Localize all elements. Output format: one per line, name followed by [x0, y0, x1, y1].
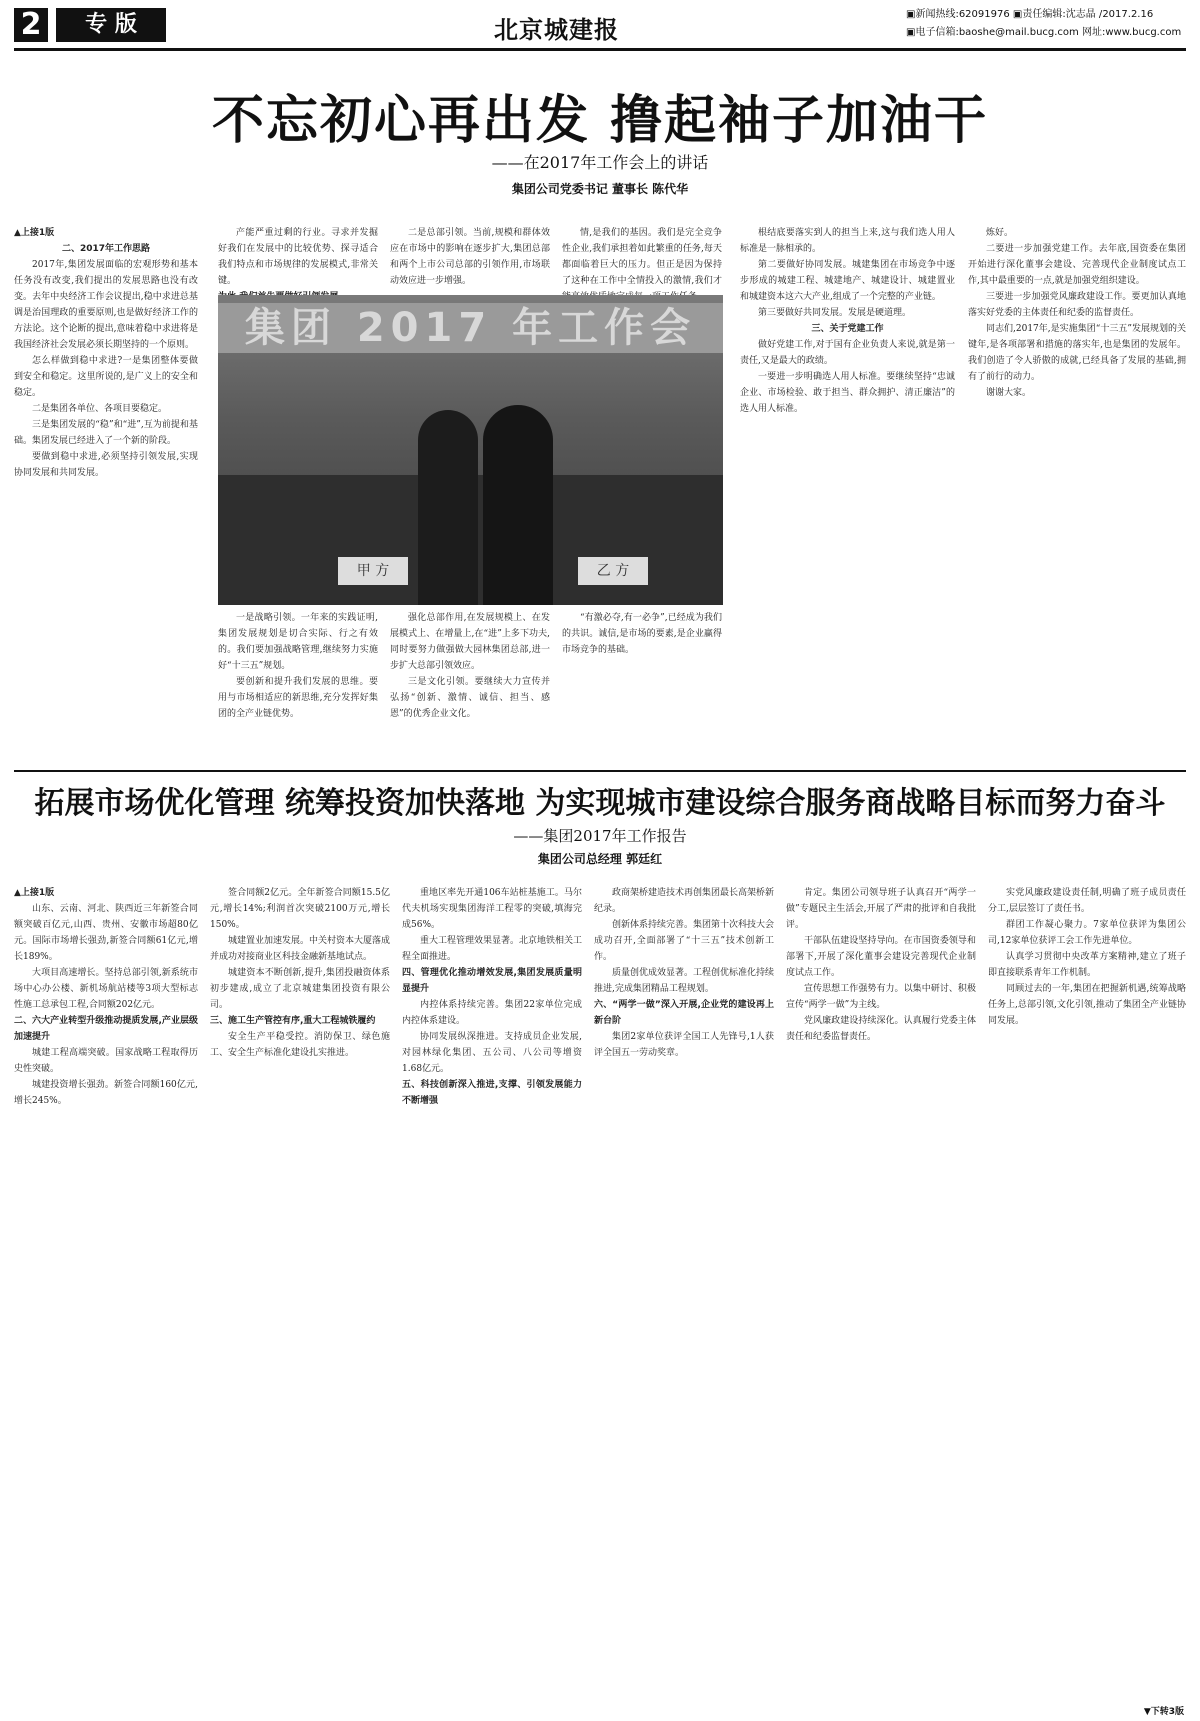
- paragraph: 三要进一步加强党风廉政建设工作。要更加认真地落实好党委的主体责任和纪委的监督责任。: [968, 292, 1186, 318]
- article2-subtitle: ——集团2017年工作报告: [513, 827, 687, 845]
- paragraph: 城建资本不断创新,提升,集团投融资体系初步建成,成立了北京城建集团投资有限公司。: [210, 968, 390, 1010]
- paper-name: 北京城建报: [494, 16, 619, 44]
- article1-byline: 集团公司党委书记 董事长 陈代华: [511, 182, 689, 196]
- jump-from: ▲上接1版: [14, 888, 55, 898]
- email: 电子信箱:baoshe@mail.bucg.com: [915, 27, 1079, 38]
- article1-col-2-lower: [218, 610, 378, 780]
- article1-col-4-lower: [562, 610, 722, 780]
- article1-subtitle: ——在2017年工作会上的讲话: [491, 153, 709, 172]
- paragraph: 一要进一步明确选人用人标准。要继续坚持“忠诚企业、市场检验、敢于担当、群众拥护、清正廉洁”的选人用人标准。: [740, 372, 955, 414]
- paragraph: 重大工程管理效果显著。北京地铁相关工程全面推进。: [402, 936, 583, 962]
- paragraph: 城建工程高端突破。国家战略工程取得历史性突破。: [14, 1048, 198, 1074]
- paragraph: 创新体系持续完善。集团第十次科技大会成功召开,全面部署了“十三五”技术创新工作。: [594, 920, 775, 962]
- paragraph: 三是集团发展的“稳”和“进”,互为前提和基础。集团发展已经进入了一个新的阶段。: [14, 420, 198, 446]
- masthead-meta: ▣新闻热线:62091976 ▣责任编辑:沈志晶 /2017.2.16 ▣电子信箱:baoshe@mail.bucg.com 网址:www.bucg.com: [906, 9, 1182, 38]
- paragraph: 实党风廉政建设责任制,明确了班子成员责任分工,层层签订了责任书。: [988, 888, 1186, 914]
- paragraph: 同志们,2017年,是实施集团“十三五”发展规划的关键年,是各项部署和措施的落实年,也是集团的发展年。我们创造了令人骄傲的成就,已经具备了发展的基础,拥有了前行的动力。: [968, 324, 1186, 382]
- paragraph: 二是集团各单位、各项目要稳定。: [32, 404, 168, 414]
- subhead: 六、“两学一做”深入开展,企业党的建设再上新台阶: [594, 1000, 774, 1026]
- website: 网址:www.bucg.com: [1081, 27, 1182, 38]
- paragraph: 协同发展纵深推进。支持成员企业发展,对园林绿化集团、五公司、八公司等增资1.68亿元。: [402, 1032, 582, 1074]
- subhead: 五、科技创新深入推进,支撑、引领发展能力不断增强: [402, 1080, 582, 1106]
- section-divider: [14, 770, 1186, 772]
- article2-col-1: [14, 885, 198, 1705]
- paragraph: 第三要做好共同发展。发展是硬道理。: [758, 308, 912, 318]
- paragraph: 情,是我们的基因。我们是完全竞争性企业,我们承担着如此繁重的任务,每天都面临着巨大的压力。但正是因为保持了这种在工作中全情投入的激情,我们才: [562, 228, 722, 286]
- paragraph: 强化总部作用,在发展规模上、在发展模式上、在增量上,在“进”上多下功夫,同时要努力做强做大园林集团总部,进一步扩大总部引领效应。: [390, 613, 550, 671]
- jump-from: ▲上接1版: [14, 228, 55, 238]
- paragraph: 群团工作凝心聚力。7家单位获评为集团公司,12家单位获评工会工作先进单位。: [988, 920, 1186, 946]
- article2-col-6: [988, 885, 1186, 1705]
- article1-col-1: [14, 225, 198, 780]
- article2-col-3: [402, 885, 582, 1705]
- paragraph: 签合同额2亿元。全年新签合同额15.5亿元,增长14%;利润首次突破2100万元,增长150%。: [210, 888, 390, 930]
- paragraph: 一是战略引领。一年来的实践证明,集团发展规划是切合实际、行之有效的。我们要加强战略管理,继续努力实施好“十三五”规划。: [218, 613, 378, 671]
- paragraph: 怎么样做到稳中求进?一是集团整体要做到安全和稳定。这里所说的,是广义上的安全和稳定。: [14, 356, 198, 398]
- paragraph: “有激必夺,有一必争”,已经成为我们的共识。诚信,是市场的要素,是企业赢得市场竞争的基础。: [562, 613, 722, 655]
- section-name: 专 版: [56, 8, 166, 42]
- paragraph: 根结底要落实到人的担当上来,这与我们选人用人标准是一脉相承的。: [740, 228, 955, 254]
- page-number: 2: [14, 8, 48, 42]
- paragraph: 山东、云南、河北、陕西近三年新签合同额突破百亿元,山西、贵州、安徽市场超80亿元。国际市场增长强劲,新签合同额61亿元,增长189%。: [14, 904, 198, 962]
- subhead: 三、施工生产管控有序,重大工程城铁履约: [210, 1016, 376, 1026]
- jump-to-next-page[interactable]: ▼下转3版: [1143, 1707, 1184, 1717]
- section-heading: 二、2017年工作思路: [61, 244, 151, 254]
- article1-col-6: [968, 225, 1186, 780]
- article2-headline: 拓展市场优化管理 统筹投资加快落地 为实现城市建设综合服务商战略目标而努力奋斗: [34, 786, 1166, 821]
- article2-byline: 集团公司总经理 郭廷红: [537, 852, 663, 866]
- paragraph: 要创新和提升我们发展的思维。要用与市场相适应的新思维,充分发挥好集团的全产业链优势。: [218, 677, 378, 719]
- paragraph: 炼好。: [986, 228, 1014, 238]
- editor: 责任编辑:沈志晶: [1022, 9, 1096, 20]
- issue-date: 2017.2.16: [1102, 9, 1154, 20]
- paragraph: 产能严重过剩的行业。寻求并发掘好我们在发展中的比较优势、探寻适合我们特点和市场规律的发展模式,非常关键。: [218, 228, 378, 286]
- article2-col-2: [210, 885, 390, 1705]
- paragraph: 第二要做好协同发展。城建集团在市场竞争中逐步形成的城建工程、城建地产、城建设计、城建置业和城建资本这六大产业,组成了一个完整的产业链。: [740, 260, 955, 302]
- paragraph: 重地区率先开通106车站桩基施工。马尔代夫机场实现集团海洋工程零的突破,填海完成56%。: [402, 888, 582, 930]
- photo-label-left: 甲 方: [338, 557, 408, 585]
- section-heading: 三、关于党建工作: [811, 324, 884, 334]
- paragraph: 三是文化引领。要继续大力宣传并弘扬“创新、激情、诚信、担当、感恩”的优秀企业文化。: [390, 677, 550, 719]
- paragraph: 党风廉政建设持续深化。认真履行党委主体责任和纪委监督责任。: [786, 1016, 976, 1042]
- photo-person-left: [418, 410, 478, 605]
- photo-person-right: [483, 405, 553, 605]
- article1-col-3-lower: [390, 610, 550, 780]
- paragraph: 城建置业加速发展。中关村资本大厦落成并成功对接商业区科技金融新基地试点。: [210, 936, 391, 962]
- paragraph: 宣传思想工作强势有力。以集中研讨、积极宣传“两学一做”为主线。: [786, 984, 976, 1010]
- article1-col-2: [218, 225, 378, 295]
- paragraph: 集团2家单位获评全国工人先锋号,1人获评全国五一劳动奖章。: [594, 1032, 774, 1058]
- masthead: [14, 6, 1186, 51]
- article1-headline: 不忘初心再出发 撸起袖子加油干: [211, 91, 989, 151]
- paragraph: 干部队伍建设坚持导向。在市国资委领导和部署下,开展了深化董事会建设完善现代企业制度试点工作。: [786, 936, 976, 978]
- paragraph: 谢谢大家。: [986, 388, 1032, 398]
- paragraph: 2017年,集团发展面临的宏观形势和基本任务没有改变,我们提出的发展思路也没有改变。去年中央经济工作会议提出,稳中求进总基调是治国理政的重要原则,也是做好经济工作的方法论。这个论断的提出,意味着稳中求进将是我国经济社会发展必须长期坚持的一个原则。: [14, 260, 198, 350]
- paragraph: 质量创优成效显著。工程创优标准化持续推进,完成集团精品工程规划。: [594, 968, 775, 994]
- photo-label-right: 乙 方: [578, 557, 648, 585]
- article1-col-4: [562, 225, 722, 295]
- paragraph: 肯定。集团公司领导班子认真召开“两学一做”专题民主生活会,开展了严肃的批评和自我批评。: [786, 888, 976, 930]
- meeting-photo: [218, 295, 723, 605]
- photo-banner: 集团 2017 年工作会: [218, 303, 723, 353]
- paragraph: 二要进一步加强党建工作。去年底,国资委在集团开始进行深化董事会建设、完善现代企业制度试点工作,其中最重要的一点,就是加强党组织建设。: [968, 244, 1186, 286]
- article1-col-3: [390, 225, 550, 295]
- paragraph: 大项目高速增长。坚持总部引领,新系统市场中心办公楼、新机场航站楼等3项大型标志性施工总承包工程,合同额202亿元。: [14, 968, 198, 1010]
- article1-col-5: [740, 225, 955, 780]
- paragraph: 做好党建工作,对于国有企业负责人来说,就是第一责任,又是最大的政绩。: [740, 340, 955, 366]
- article2-col-4: [594, 885, 774, 1705]
- subhead: 二、六大产业转型升级推动提质发展,产业层级加速提升: [14, 1016, 198, 1042]
- paragraph: 安全生产平稳受控。消防保卫、绿色施工、安全生产标准化建设扎实推进。: [210, 1032, 390, 1058]
- paragraph: 要做到稳中求进,必须坚持引领发展,实现协同发展和共同发展。: [14, 452, 198, 478]
- paragraph: 城建投资增长强劲。新签合同额160亿元,增长245%。: [14, 1080, 198, 1106]
- paragraph: 二是总部引领。当前,规模和群体效应在市场中的影响在逐步扩大,集团总部和两个上市公司总部的引领作用,市场联动效应进一步增强。: [390, 228, 550, 286]
- paragraph: 认真学习贯彻中央改革方案精神,建立了班子即直接联系青年工作机制。: [988, 952, 1186, 978]
- paragraph: 政商架桥建造技术再创集团最长高架桥新纪录。: [594, 888, 775, 914]
- paragraph: 内控体系持续完善。集团22家单位完成内控体系建设。: [402, 1000, 582, 1026]
- article2-col-5: [786, 885, 976, 1705]
- hotline: 新闻热线:62091976: [915, 9, 1010, 20]
- subhead: 四、管理优化推动增效发展,集团发展质量明显提升: [402, 968, 582, 994]
- paragraph: 同顾过去的一年,集团在把握新机遇,统筹战略任务上,总部引领,文化引领,推动了集团全产业链协同发展。: [988, 984, 1186, 1026]
